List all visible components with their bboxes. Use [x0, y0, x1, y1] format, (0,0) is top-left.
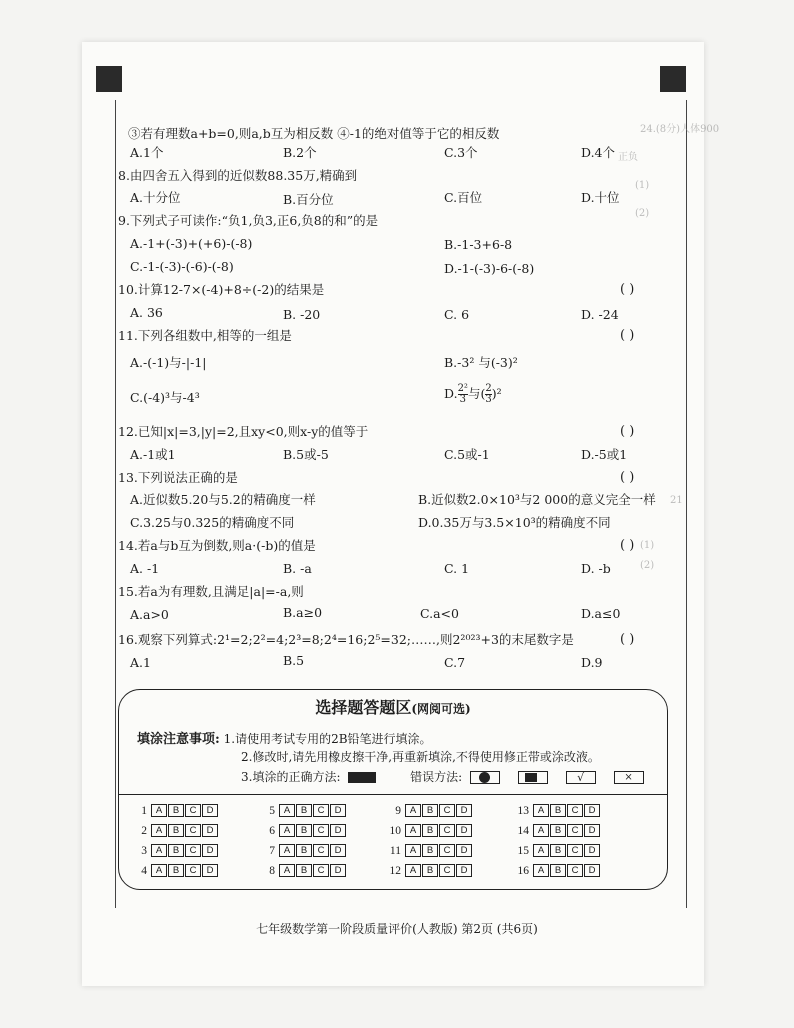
- answer-row-number: 3: [141, 844, 147, 857]
- answer-bubble-a[interactable]: A: [151, 864, 167, 877]
- answer-bubble-b[interactable]: B: [168, 804, 184, 817]
- q14-option-d: D. -b: [581, 561, 611, 576]
- q15-option-b: B.a≥0: [283, 605, 323, 620]
- answer-bubble-d[interactable]: D: [202, 804, 218, 817]
- q7-statement: ③若有理数a+b=0,则a,b互为相反数 ④-1的绝对值等于它的相反数: [128, 126, 500, 141]
- answer-row: [383, 804, 473, 817]
- answer-bubble-d[interactable]: D: [456, 804, 472, 817]
- answer-row: [511, 864, 601, 877]
- q13-option-b: B.近似数2.0×10³与2 000的意义完全一样: [418, 492, 656, 507]
- answer-row-number: 16: [517, 864, 529, 877]
- answer-row-number: 2: [141, 824, 147, 837]
- answer-row-number: 1: [141, 804, 147, 817]
- answer-bubble-d[interactable]: D: [330, 864, 346, 877]
- q8-option-d: D.十位: [581, 190, 620, 205]
- answer-bubble-b[interactable]: B: [296, 864, 312, 877]
- answer-bubble-d[interactable]: D: [456, 864, 472, 877]
- q9-option-a: A.-1+(-3)+(+6)-(-8): [130, 236, 253, 251]
- q8-option-b: B.百分位: [283, 192, 334, 207]
- q9-option-c: C.-1-(-3)-(-6)-(-8): [130, 259, 234, 274]
- q10-option-d: D. -24: [581, 307, 619, 322]
- answer-bubble-b[interactable]: B: [422, 844, 438, 857]
- q11-option-b: B.-3² 与(-3)²: [444, 355, 518, 370]
- answer-row-number: 10: [389, 824, 401, 837]
- answer-bubble-a[interactable]: A: [405, 844, 421, 857]
- q11-option-d: D. $\frac{\text{2²}}{3}$ 与( $\frac{2}{3}$ )²: [444, 383, 502, 405]
- q10-answer-paren: ( ): [620, 282, 635, 297]
- answer-bubble-c[interactable]: C: [439, 804, 455, 817]
- note-3: 3.填涂的正确方法: 错误方法: √ ×: [241, 768, 644, 785]
- answer-row: [257, 824, 347, 837]
- answer-row-number: 15: [517, 844, 529, 857]
- q7-option-d: D.4个: [581, 145, 616, 160]
- q11-stem: 11.下列各组数中,相等的一组是: [118, 328, 292, 343]
- answer-sheet-area: [118, 689, 668, 890]
- q16-option-b: B.5: [283, 653, 305, 668]
- answer-bubble-c[interactable]: C: [313, 864, 329, 877]
- q11-answer-paren: ( ): [620, 328, 635, 343]
- answer-row-number: 7: [269, 844, 275, 857]
- note-2: 2.修改时,请先用橡皮擦干净,再重新填涂,不得使用修正带或涂改液。: [241, 750, 600, 764]
- answer-bubble-d[interactable]: D: [584, 824, 600, 837]
- answer-bubble-d[interactable]: D: [202, 824, 218, 837]
- answer-bubble-a[interactable]: A: [533, 844, 549, 857]
- q16-option-a: A.1: [130, 655, 151, 670]
- answer-row-number: 13: [517, 804, 529, 817]
- correct-fill-example: [348, 772, 376, 783]
- answer-row: [129, 844, 219, 857]
- answer-row: [511, 804, 601, 817]
- answer-bubble-b[interactable]: B: [296, 804, 312, 817]
- q15-option-c: C.a<0: [420, 606, 459, 621]
- bleed-text: 24.(8分)人体900: [640, 124, 720, 135]
- answer-bubble-c[interactable]: C: [567, 864, 583, 877]
- answer-bubble-b[interactable]: B: [550, 844, 566, 857]
- answer-bubble-d[interactable]: D: [584, 844, 600, 857]
- registration-mark-right: [660, 66, 686, 92]
- q10-option-a: A. 36: [130, 305, 163, 320]
- wrong-example-partial: [518, 771, 548, 784]
- q15-option-a: A.a>0: [130, 607, 169, 622]
- q13-answer-paren: ( ): [620, 470, 635, 485]
- answer-row: [257, 804, 347, 817]
- q15-option-d: D.a≤0: [581, 606, 621, 621]
- answer-row-number: 14: [517, 824, 529, 837]
- q9-option-d: D.-1-(-3)-6-(-8): [444, 261, 535, 276]
- q12-answer-paren: ( ): [620, 424, 635, 439]
- answer-bubble-a[interactable]: A: [533, 804, 549, 817]
- answer-bubble-c[interactable]: C: [567, 824, 583, 837]
- q11-option-a: A.-(-1)与-|-1|: [130, 355, 207, 370]
- bleed-text: 正负: [618, 152, 638, 163]
- answer-bubble-b[interactable]: B: [168, 864, 184, 877]
- fill-notes: [137, 728, 432, 747]
- q12-option-a: A.-1或1: [130, 447, 176, 462]
- answer-row-number: 8: [269, 864, 275, 877]
- answer-bubble-a[interactable]: A: [151, 804, 167, 817]
- q14-answer-paren: ( ): [620, 538, 635, 553]
- wrong-example-cross: ×: [614, 771, 644, 784]
- answer-row: [383, 844, 473, 857]
- answer-bubble-a[interactable]: A: [279, 844, 295, 857]
- page-footer: 七年级数学第一阶段质量评价(人教版) 第2页 (共6页): [256, 922, 538, 936]
- answer-bubble-a[interactable]: A: [405, 804, 421, 817]
- q11-option-c: C.(-4)³与-4³: [130, 390, 200, 405]
- answer-row: [383, 864, 473, 877]
- answer-row-number: 12: [389, 864, 401, 877]
- answer-bubble-c[interactable]: C: [313, 824, 329, 837]
- answer-row: [129, 864, 219, 877]
- answer-row: [511, 824, 601, 837]
- q12-option-c: C.5或-1: [444, 447, 490, 462]
- q15-stem: 15.若a为有理数,且满足|a|=-a,则: [118, 584, 304, 599]
- answer-bubble-d[interactable]: D: [330, 844, 346, 857]
- q16-option-c: C.7: [444, 655, 466, 670]
- wrong-example-dot: [470, 771, 500, 784]
- answer-bubble-a[interactable]: A: [405, 824, 421, 837]
- answer-bubble-a[interactable]: A: [533, 864, 549, 877]
- q16-option-d: D.9: [581, 655, 603, 670]
- q12-option-d: D.-5或1: [581, 447, 628, 462]
- answer-bubble-a[interactable]: A: [279, 824, 295, 837]
- registration-mark-left: [96, 66, 122, 92]
- answer-row-number: 6: [269, 824, 275, 837]
- q8-option-c: C.百位: [444, 190, 483, 205]
- q8-option-a: A.十分位: [130, 190, 181, 205]
- q13-option-c: C.3.25与0.325的精确度不同: [130, 515, 295, 530]
- answer-bubble-c[interactable]: C: [185, 804, 201, 817]
- answer-bubble-b[interactable]: B: [550, 804, 566, 817]
- answer-bubble-c[interactable]: C: [185, 864, 201, 877]
- answer-bubble-b[interactable]: B: [422, 824, 438, 837]
- answer-bubble-c[interactable]: C: [313, 804, 329, 817]
- q9-stem: 9.下列式子可读作:“负1,负3,正6,负8的和”的是: [118, 213, 379, 228]
- answer-bubble-d[interactable]: D: [202, 844, 218, 857]
- answer-bubble-b[interactable]: B: [422, 864, 438, 877]
- answer-bubble-a[interactable]: A: [151, 844, 167, 857]
- answer-bubble-c[interactable]: C: [567, 804, 583, 817]
- answer-bubble-b[interactable]: B: [168, 824, 184, 837]
- q13-option-d: D.0.35万与3.5×10³的精确度不同: [418, 515, 611, 530]
- q13-option-a: A.近似数5.20与5.2的精确度一样: [130, 492, 316, 507]
- answer-bubble-b[interactable]: B: [550, 864, 566, 877]
- answer-bubble-a[interactable]: A: [405, 864, 421, 877]
- q16-stem: 16.观察下列算式:2¹=2;2²=4;2³=8;2⁴=16;2⁵=32;……,则2²⁰²³+3的末尾数字是: [118, 632, 574, 647]
- answer-area-divider: [119, 794, 667, 795]
- q12-stem: 12.已知|x|=3,|y|=2,且xy<0,则x-y的值等于: [118, 424, 369, 439]
- answer-bubble-c[interactable]: C: [439, 824, 455, 837]
- answer-bubble-a[interactable]: A: [279, 804, 295, 817]
- q14-option-b: B. -a: [283, 561, 312, 576]
- answer-row: [257, 864, 347, 877]
- q7-option-c: C.3个: [444, 145, 478, 160]
- note-1: 1.请使用考试专用的2B铅笔进行填涂。: [223, 732, 432, 746]
- q10-option-c: C. 6: [444, 307, 470, 322]
- wrong-example-check: √: [566, 771, 596, 784]
- answer-bubble-c[interactable]: C: [313, 844, 329, 857]
- answer-bubble-c[interactable]: C: [439, 844, 455, 857]
- answer-bubble-d[interactable]: D: [202, 864, 218, 877]
- answer-bubble-d[interactable]: D: [330, 824, 346, 837]
- answer-bubble-c[interactable]: C: [185, 844, 201, 857]
- answer-row: [129, 804, 219, 817]
- answer-bubble-a[interactable]: A: [151, 824, 167, 837]
- answer-bubble-c[interactable]: C: [439, 864, 455, 877]
- bleed-text: (2): [640, 560, 655, 571]
- q8-stem: 8.由四舍五入得到的近似数88.35万,精确到: [118, 168, 358, 183]
- answer-bubble-d[interactable]: D: [584, 804, 600, 817]
- answer-row-number: 11: [389, 844, 401, 857]
- wrong-method-label: 错误方法:: [410, 770, 463, 784]
- answer-bubble-a[interactable]: A: [279, 864, 295, 877]
- bleed-text: (2): [635, 208, 650, 219]
- q7-option-a: A.1个: [130, 145, 164, 160]
- answer-row-number: 9: [395, 804, 401, 817]
- answer-bubble-b[interactable]: B: [422, 804, 438, 817]
- q14-option-a: A. -1: [130, 561, 160, 576]
- q13-stem: 13.下列说法正确的是: [118, 470, 238, 485]
- bleed-text: (1): [640, 540, 655, 551]
- q16-answer-paren: ( ): [620, 632, 635, 647]
- q9-option-b: B.-1-3+6-8: [444, 237, 513, 252]
- answer-row: [129, 824, 219, 837]
- answer-bubble-d[interactable]: D: [330, 804, 346, 817]
- answer-bubble-a[interactable]: A: [533, 824, 549, 837]
- answer-bubble-b[interactable]: B: [296, 844, 312, 857]
- answer-bubble-d[interactable]: D: [456, 844, 472, 857]
- answer-row: [383, 824, 473, 837]
- q14-option-c: C. 1: [444, 561, 470, 576]
- answer-bubble-b[interactable]: B: [168, 844, 184, 857]
- q10-option-b: B. -20: [283, 307, 321, 322]
- answer-row-number: 4: [141, 864, 147, 877]
- answer-bubble-d[interactable]: D: [456, 824, 472, 837]
- bleed-text: (1): [635, 180, 650, 191]
- q14-stem: 14.若a与b互为倒数,则a·(-b)的值是: [118, 538, 316, 553]
- answer-bubble-c[interactable]: C: [185, 824, 201, 837]
- answer-bubble-b[interactable]: B: [550, 824, 566, 837]
- answer-row-number: 5: [269, 804, 275, 817]
- answer-bubble-d[interactable]: D: [584, 864, 600, 877]
- q12-option-b: B.5或-5: [283, 447, 329, 462]
- answer-area-title: 选择题答题区(网阅可选): [315, 698, 471, 717]
- q10-stem: 10.计算12-7×(-4)+8÷(-2)的结果是: [118, 282, 325, 297]
- answer-row: [257, 844, 347, 857]
- bleed-text: 21: [670, 495, 683, 506]
- q7-option-b: B.2个: [283, 145, 317, 160]
- answer-bubble-c[interactable]: C: [567, 844, 583, 857]
- answer-row: [511, 844, 601, 857]
- notes-heading: 填涂注意事项:: [137, 732, 220, 747]
- answer-bubble-b[interactable]: B: [296, 824, 312, 837]
